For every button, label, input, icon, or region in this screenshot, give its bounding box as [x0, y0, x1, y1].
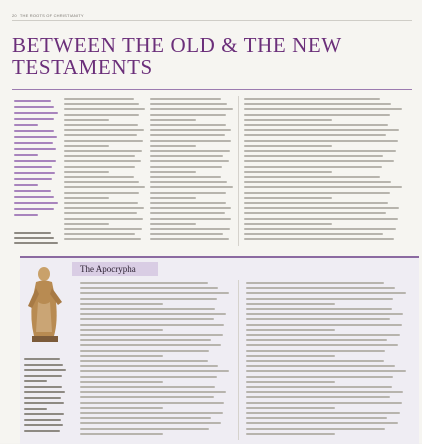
text-line — [80, 381, 163, 383]
text-line — [14, 154, 38, 156]
text-line — [80, 412, 223, 414]
text-line — [150, 218, 231, 220]
text-line — [24, 380, 47, 382]
text-line — [244, 119, 332, 121]
text-line — [64, 202, 138, 204]
text-line — [14, 178, 52, 180]
text-line — [64, 186, 145, 188]
text-line — [150, 129, 231, 131]
text-line — [150, 150, 230, 152]
text-line — [244, 181, 391, 183]
text-line — [244, 155, 383, 157]
text-line — [24, 408, 47, 410]
text-line — [244, 124, 388, 126]
text-line — [246, 428, 385, 430]
text-line — [150, 202, 226, 204]
text-line — [24, 430, 60, 432]
text-line — [246, 313, 403, 315]
text-line — [244, 145, 332, 147]
text-line — [64, 129, 144, 131]
text-line — [64, 223, 109, 225]
text-line — [14, 196, 54, 198]
text-line — [80, 339, 211, 341]
text-line — [64, 166, 135, 168]
text-line — [80, 329, 163, 331]
text-line — [244, 129, 399, 131]
text-line — [64, 155, 135, 157]
text-line — [244, 223, 332, 225]
page-title: BETWEEN THE OLD & THE NEW TESTAMENTS — [12, 33, 342, 79]
text-line — [246, 334, 400, 336]
text-line — [150, 192, 226, 194]
text-line — [14, 100, 51, 102]
text-line — [64, 176, 134, 178]
text-line — [64, 238, 141, 240]
text-line — [64, 228, 142, 230]
text-line — [80, 417, 211, 419]
text-line — [64, 160, 141, 162]
text-line — [246, 324, 402, 326]
box-column-divider — [238, 280, 239, 440]
text-line — [64, 197, 109, 199]
chapter-name: THE ROOTS OF CHRISTIANITY — [19, 13, 84, 18]
text-line — [24, 413, 64, 415]
statue-image-icon — [22, 262, 68, 344]
text-line — [246, 287, 395, 289]
text-line — [14, 124, 38, 126]
text-line — [244, 171, 332, 173]
text-line — [244, 192, 390, 194]
text-line — [80, 407, 163, 409]
text-line — [64, 192, 139, 194]
text-line — [246, 412, 400, 414]
text-line — [246, 407, 335, 409]
text-line — [14, 160, 56, 162]
text-line — [24, 369, 66, 371]
text-line — [246, 308, 392, 310]
text-line — [24, 375, 62, 377]
text-line — [150, 207, 231, 209]
text-line — [150, 223, 196, 225]
running-head-rule — [12, 20, 412, 21]
page-number: 20 — [12, 13, 17, 18]
text-line — [64, 124, 138, 126]
text-line — [14, 136, 57, 138]
text-line — [246, 350, 385, 352]
text-line — [64, 233, 135, 235]
text-line — [64, 145, 109, 147]
text-line — [80, 386, 215, 388]
text-line — [80, 282, 208, 284]
text-line — [150, 238, 229, 240]
text-line — [80, 334, 223, 336]
text-line — [150, 134, 225, 136]
text-line — [80, 298, 217, 300]
text-line — [150, 124, 226, 126]
text-line — [64, 108, 145, 110]
text-line — [64, 207, 144, 209]
text-line — [244, 228, 396, 230]
text-line — [80, 313, 226, 315]
text-line — [150, 98, 221, 100]
text-line — [244, 108, 402, 110]
text-line — [150, 114, 226, 116]
text-line — [244, 207, 399, 209]
text-line — [244, 150, 396, 152]
text-line — [244, 197, 332, 199]
text-line — [246, 391, 403, 393]
text-line — [244, 186, 402, 188]
title-rule — [12, 89, 412, 90]
text-line — [80, 391, 226, 393]
text-line — [80, 350, 209, 352]
text-line — [150, 176, 221, 178]
text-line — [244, 176, 380, 178]
text-line — [244, 114, 390, 116]
text-line — [64, 103, 139, 105]
text-line — [246, 417, 387, 419]
text-line — [24, 364, 63, 366]
text-line — [64, 181, 139, 183]
text-line — [150, 166, 222, 168]
text-line — [150, 103, 227, 105]
text-line — [244, 166, 382, 168]
text-line — [64, 140, 143, 142]
text-line — [80, 303, 163, 305]
text-line — [14, 190, 51, 192]
text-line — [80, 324, 224, 326]
text-line — [150, 233, 223, 235]
text-line — [64, 119, 109, 121]
text-line — [14, 118, 54, 120]
text-line — [14, 112, 58, 114]
running-head — [12, 13, 84, 18]
text-line — [150, 228, 230, 230]
text-line — [244, 134, 386, 136]
text-line — [246, 376, 393, 378]
text-line — [14, 208, 54, 210]
text-line — [246, 360, 384, 362]
text-line — [64, 212, 137, 214]
text-line — [80, 376, 217, 378]
text-line — [64, 171, 109, 173]
text-line — [246, 386, 392, 388]
text-line — [244, 98, 380, 100]
text-line — [150, 145, 196, 147]
text-line — [24, 402, 64, 404]
text-line — [150, 108, 233, 110]
text-line — [246, 402, 402, 404]
text-line — [14, 232, 51, 234]
text-line — [246, 339, 387, 341]
text-line — [150, 212, 225, 214]
text-line — [244, 212, 386, 214]
section-heading: The Apocrypha — [72, 262, 158, 276]
text-line — [246, 282, 384, 284]
text-line — [24, 397, 61, 399]
text-line — [150, 171, 196, 173]
text-line — [150, 140, 231, 142]
text-line — [246, 298, 393, 300]
text-line — [246, 355, 335, 357]
text-line — [246, 433, 335, 435]
text-line — [14, 242, 58, 244]
text-line — [14, 106, 54, 108]
text-line — [80, 360, 208, 362]
text-line — [80, 365, 218, 367]
text-line — [24, 424, 63, 426]
text-line — [150, 160, 229, 162]
text-line — [14, 202, 58, 204]
text-line — [24, 419, 61, 421]
text-line — [14, 237, 54, 239]
text-line — [244, 103, 391, 105]
text-line — [64, 114, 139, 116]
text-line — [244, 218, 398, 220]
text-line — [80, 287, 218, 289]
text-line — [80, 355, 163, 357]
text-line — [150, 119, 196, 121]
text-line — [246, 381, 335, 383]
text-line — [24, 386, 62, 388]
text-line — [80, 433, 163, 435]
text-line — [80, 428, 209, 430]
text-line — [150, 197, 196, 199]
text-line — [244, 233, 383, 235]
text-line — [80, 402, 224, 404]
text-line — [244, 160, 394, 162]
text-line — [14, 166, 52, 168]
text-line — [14, 130, 54, 132]
text-line — [244, 238, 394, 240]
text-line — [14, 214, 38, 216]
text-line — [14, 148, 56, 150]
text-line — [150, 186, 233, 188]
text-line — [64, 98, 134, 100]
text-line — [150, 155, 223, 157]
text-line — [14, 184, 38, 186]
text-line — [24, 391, 65, 393]
text-line — [246, 365, 395, 367]
text-line — [14, 142, 53, 144]
text-line — [24, 358, 60, 360]
column-divider — [238, 96, 239, 246]
text-line — [244, 202, 388, 204]
text-line — [246, 329, 335, 331]
text-line — [244, 140, 398, 142]
text-line — [80, 308, 215, 310]
text-line — [14, 172, 55, 174]
text-line — [64, 134, 137, 136]
text-line — [64, 150, 142, 152]
text-line — [150, 181, 227, 183]
text-line — [64, 218, 143, 220]
text-line — [246, 303, 335, 305]
